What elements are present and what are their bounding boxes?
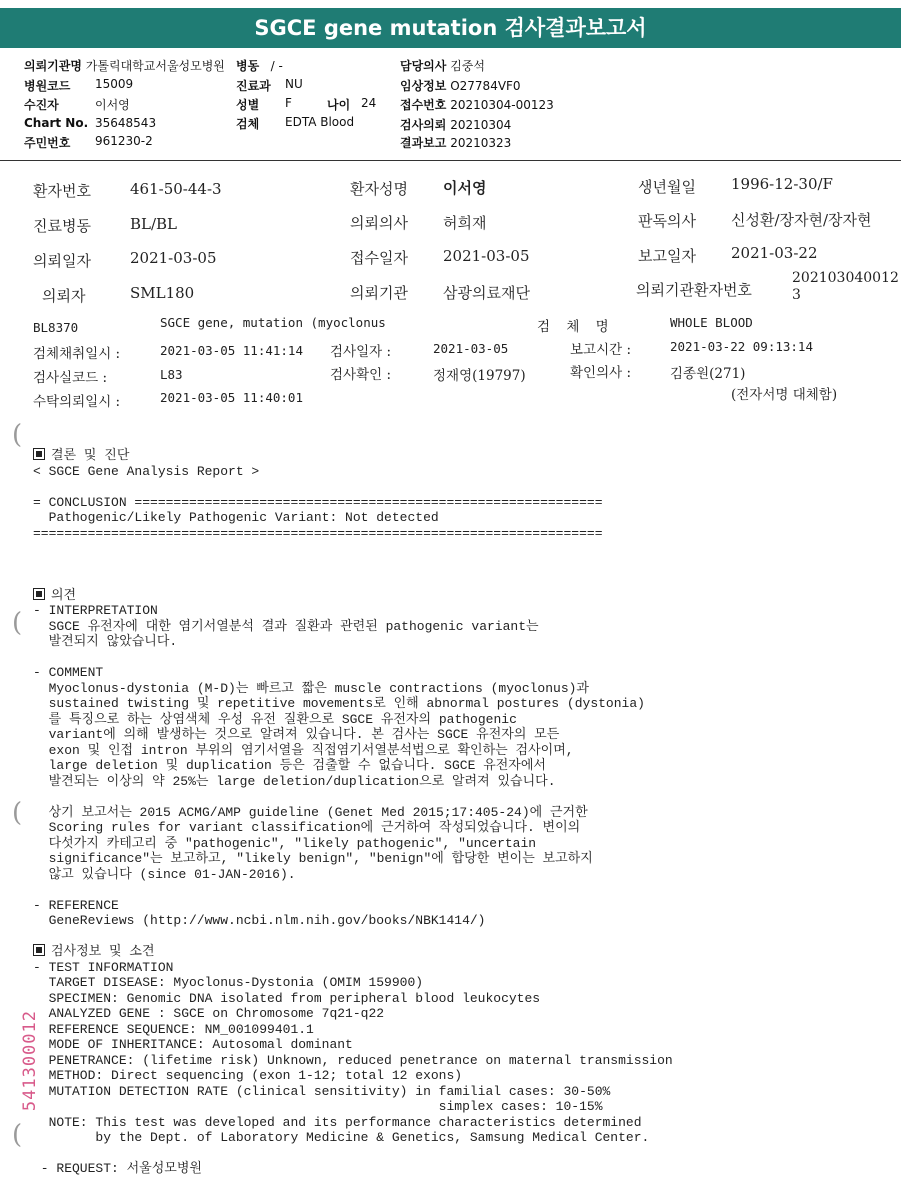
- read-doctor-label: 판독의사: [638, 212, 696, 230]
- confirm: 정재영(19797): [433, 368, 526, 384]
- report-body: [33, 448, 673, 1177]
- report-line: [33, 479, 673, 495]
- hdr-ssn-val: 961230-2: [95, 134, 153, 148]
- report-line: 를 특징으로 하는 상염색체 우성 유전 질환으로 SGCE 유전자의 pathogenic: [33, 711, 517, 727]
- report-line: by the Dept. of Laboratory Medicine & Genetics, Samsung Medical Center.: [33, 1130, 650, 1145]
- recv-date: 2021-03-05: [443, 247, 530, 265]
- divider: [0, 160, 901, 161]
- report-line: - REQUEST: 서울성모병원: [33, 1161, 202, 1176]
- report-line: METHOD: Direct sequencing (exon 1-12; total 12 exons): [33, 1068, 463, 1083]
- hdr-doctor: 담당의사 김중석: [400, 59, 485, 73]
- esign-note: (전자서명 대체함): [731, 387, 838, 403]
- verify-label: 확인의사 :: [570, 365, 632, 381]
- requester-label: 의뢰자: [42, 287, 86, 305]
- report-line: TARGET DISEASE: Myoclonus-Dystonia (OMIM 159900): [33, 975, 424, 990]
- report-line: [33, 882, 673, 898]
- section-heading: 의견: [33, 588, 673, 604]
- ward: BL/BL: [130, 215, 178, 233]
- hdr-patient: 수진자: [24, 98, 59, 112]
- report-line: Myoclonus-dystonia (M-D)는 빠르고 짧은 muscle contractions (myoclonus)과: [33, 680, 589, 696]
- test-name: SGCE gene, mutation (myoclonus: [160, 315, 386, 330]
- hdr-sex: 성별: [236, 98, 260, 112]
- requester: SML180: [130, 284, 195, 302]
- report-line: SGCE 유전자에 대한 염기서열분석 결과 질환과 관련된 pathogenic variant는: [33, 618, 539, 634]
- verify: 김종원(271): [670, 366, 746, 382]
- report-line: =========================================================================: [33, 525, 603, 541]
- report-line: 상기 보고서는 2015 ACMG/AMP guideline (Genet Med 2015;17:405-24)에 근거한: [33, 804, 588, 820]
- req-doctor: 허희재: [443, 214, 487, 232]
- hdr-chart-val: 35648543: [95, 116, 157, 130]
- report-line: sustained twisting 및 repetitive movements로 인해 abnormal postures (dystonia): [33, 696, 645, 711]
- hdr-specimen-val: EDTA Blood: [285, 115, 355, 129]
- report-date-label: 보고일자: [638, 247, 696, 265]
- report-line: 발견되지 않았습니다.: [33, 634, 178, 649]
- square-bullet-icon: [33, 944, 45, 956]
- scan-mark: (: [12, 420, 23, 450]
- hdr-dept: 진료과: [236, 79, 271, 93]
- dob-label: 생년월일: [638, 178, 696, 196]
- report-line: REFERENCE SEQUENCE: NM_001099401.1: [33, 1021, 314, 1037]
- report-line: [33, 789, 673, 805]
- collect-label: 검체채취일시 :: [33, 346, 121, 362]
- report-time: 2021-03-22 09:13:14: [670, 339, 813, 354]
- hdr-sex-val: F: [285, 96, 292, 110]
- report-line: PENETRANCE: (lifetime risk) Unknown, reduced penetrance on maternal transmission: [33, 1052, 673, 1068]
- receive-label: 수탁의뢰일시 :: [33, 394, 121, 410]
- report-line: 다섯가지 카테고리 중 "pathogenic", "likely pathogenic", "uncertain: [33, 835, 537, 851]
- report-line: ANALYZED GENE : SGCE on Chromosome 7q21-q22: [33, 1006, 385, 1021]
- hdr-report: 결과보고 20210323: [400, 136, 512, 150]
- report-line: MODE OF INHERITANCE: Autosomal dominant: [33, 1037, 353, 1052]
- hdr-chart: Chart No.: [24, 116, 89, 130]
- section-heading: 검사정보 및 소견: [33, 944, 673, 960]
- report-line: GeneReviews (http://www.ncbi.nlm.nih.gov/books/NBK1414/): [33, 913, 486, 928]
- square-bullet-icon: [33, 448, 45, 460]
- patient-no-label: 환자번호: [33, 182, 91, 200]
- hdr-patient-val: 이서영: [95, 98, 130, 112]
- dob: 1996-12-30/F: [731, 175, 833, 193]
- test-code: BL8370: [33, 320, 79, 335]
- patient-name: 이서영: [443, 179, 487, 197]
- patient-no: 461-50-44-3: [130, 180, 222, 198]
- report-line: [33, 541, 673, 557]
- patient-name-label: 환자성명: [350, 180, 408, 198]
- report-line: significance"는 보고하고, "likely benign", "benign"에 합당한 변이는 보고하지: [33, 851, 593, 866]
- hdr-ward: 병동 / -: [236, 59, 283, 73]
- req-date-label: 의뢰일자: [33, 252, 91, 270]
- scan-mark: (: [12, 1120, 23, 1150]
- hdr-specimen: 검체: [236, 117, 260, 131]
- test-date-label: 검사일자 :: [330, 344, 392, 360]
- report-line: [33, 650, 673, 666]
- hdr-code: 병원코드: [24, 79, 71, 93]
- report-line: [33, 1146, 673, 1162]
- section-heading: 결론 및 진단: [33, 448, 673, 464]
- report-line: [33, 572, 673, 588]
- hdr-age: 나이: [327, 98, 351, 112]
- inst-patient-line1: 202103040012: [792, 270, 899, 286]
- report-line: variant에 의해 발생하는 것으로 알려져 있습니다. 본 검사는 SGCE 유전자의 모든: [33, 727, 560, 742]
- specimen-label: 검 체 명: [537, 319, 609, 335]
- lab-code: L83: [160, 367, 183, 382]
- square-bullet-icon: [33, 588, 45, 600]
- vertical-code: 541300012: [20, 1010, 40, 1112]
- report-date: 2021-03-22: [731, 244, 818, 262]
- hdr-reqdate: 검사의뢰 20210304: [400, 118, 512, 132]
- req-doctor-label: 의뢰의사: [350, 214, 408, 232]
- report-title: SGCE gene mutation 검사결과보고서: [0, 8, 901, 48]
- report-line: MUTATION DETECTION RATE (clinical sensitivity) in familial cases: 30-50%: [33, 1083, 611, 1099]
- report-line: Scoring rules for variant classification에 근거하여 작성되었습니다. 변이의: [33, 820, 581, 835]
- report-line: large deletion 및 duplication 등은 검출할 수 없습니다. SGCE 유전자에서: [33, 758, 546, 773]
- inst-patient-line2: 3: [792, 287, 801, 303]
- report-time-label: 보고시간 :: [570, 342, 632, 358]
- scan-mark: (: [12, 608, 23, 638]
- report-line: - TEST INFORMATION: [33, 959, 174, 975]
- report-line: simplex cases: 10-15%: [33, 1099, 603, 1114]
- hdr-age-val: 24: [361, 96, 377, 110]
- report-line: [33, 929, 673, 945]
- req-inst: 삼광의료재단: [443, 284, 530, 302]
- hdr-ssn: 주민번호: [24, 136, 71, 150]
- report-line: NOTE: This test was developed and its performance characteristics determined: [33, 1114, 642, 1130]
- report-line: SPECIMEN: Genomic DNA isolated from peripheral blood leukocytes: [33, 990, 541, 1006]
- hdr-dept-val: NU: [285, 77, 303, 91]
- report-line: 않고 있습니다 (since 01-JAN-2016).: [33, 866, 296, 882]
- hdr-code-val: 15009: [95, 77, 134, 91]
- report-line: exon 및 인접 intron 부위의 염기서열을 직접염기서열분석법으로 확인하는 검사이며,: [33, 742, 574, 758]
- specimen: WHOLE BLOOD: [670, 315, 753, 330]
- report-line: - REFERENCE: [33, 897, 119, 913]
- report-line: 발견되는 이상의 약 25%는 large deletion/duplication으로 알려져 있습니다.: [33, 773, 556, 789]
- ward-label: 진료병동: [33, 217, 91, 235]
- recv-date-label: 접수일자: [350, 249, 408, 267]
- report-line: [33, 557, 673, 573]
- report-line: < SGCE Gene Analysis Report >: [33, 463, 260, 479]
- report-line: - COMMENT: [33, 665, 104, 680]
- hdr-clinical: 임상정보 O27784VF0: [400, 79, 521, 93]
- scan-mark: (: [12, 798, 23, 828]
- collect: 2021-03-05 11:41:14: [160, 343, 303, 358]
- req-date: 2021-03-05: [130, 249, 217, 267]
- receive: 2021-03-05 11:40:01: [160, 390, 303, 405]
- inst-patient-label: 의뢰기관환자번호: [636, 281, 752, 299]
- report-line: Pathogenic/Likely Pathogenic Variant: Not detected: [33, 510, 439, 525]
- hdr-inst: 의뢰기관명 가톨릭대학교서울성모병원: [24, 59, 225, 73]
- test-date: 2021-03-05: [433, 341, 509, 356]
- lab-code-label: 검사실코드 :: [33, 370, 108, 386]
- confirm-label: 검사확인 :: [330, 367, 392, 383]
- report-line: = CONCLUSION ============================================================: [33, 494, 603, 510]
- hdr-recvno: 접수번호 20210304-00123: [400, 98, 554, 112]
- read-doctor: 신성환/장자현/장자현: [731, 211, 872, 229]
- req-inst-label: 의뢰기관: [350, 284, 408, 302]
- report-line: - INTERPRETATION: [33, 603, 158, 618]
